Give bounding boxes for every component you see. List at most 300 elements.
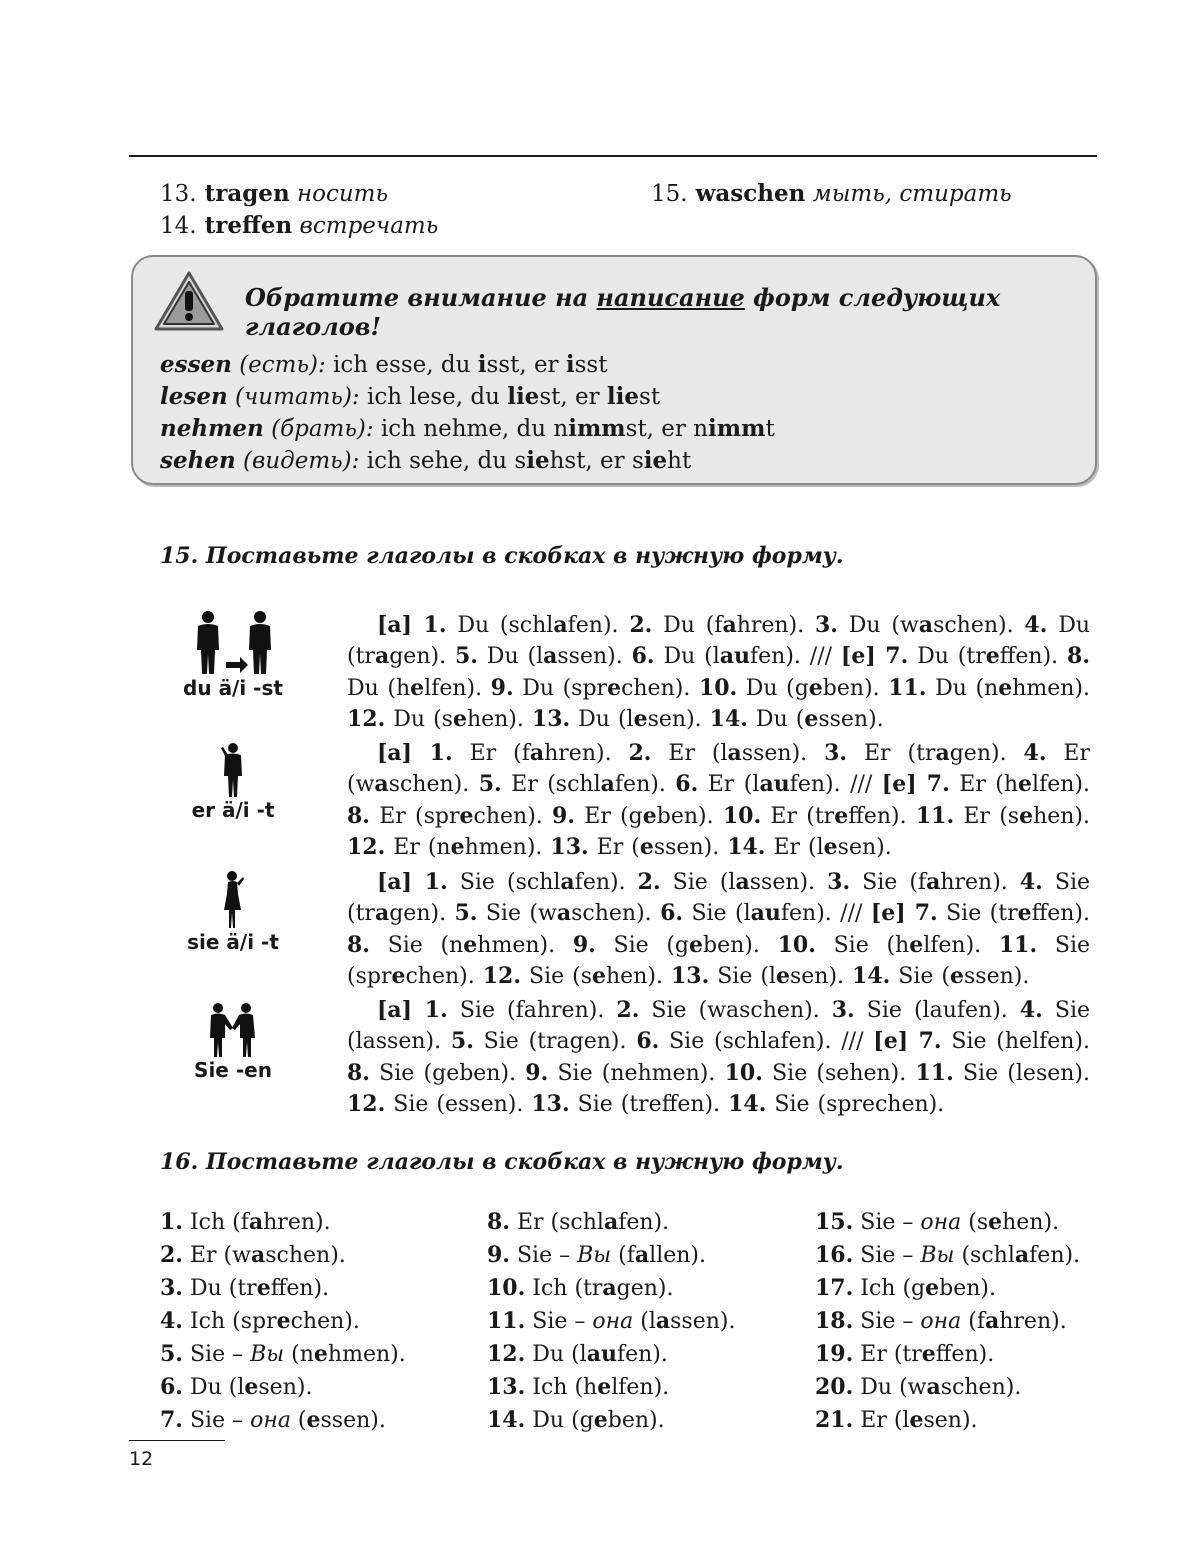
text-fragment: hren). — [736, 613, 815, 638]
text-fragment: ben). — [656, 803, 723, 829]
vocab-item: 14. treffen встречать — [160, 212, 439, 239]
text-fragment: Er (l — [651, 741, 728, 766]
text-fragment: Sie (lesen). — [953, 1060, 1090, 1086]
text-fragment: sen). — [923, 1408, 978, 1433]
text-fragment: Sie – — [853, 1210, 921, 1235]
exercise-item — [815, 1338, 1080, 1371]
text-fragment: hmen). — [477, 932, 573, 958]
text-fragment: Er (schl — [509, 1210, 604, 1235]
text-fragment: sen). — [837, 834, 892, 860]
bold-fragment: e — [804, 705, 819, 732]
bold-fragment: 8. — [347, 1059, 370, 1086]
exercise-item — [487, 1272, 736, 1305]
text-fragment: Er (w — [182, 1243, 251, 1268]
text-fragment: Sie (laufen). — [854, 998, 1020, 1023]
text-fragment: Du (f — [652, 613, 723, 638]
bold-fragment: 9. — [487, 1242, 510, 1268]
bold-fragment: 1. — [160, 1209, 183, 1235]
bold-fragment: a — [984, 1308, 1000, 1334]
text-fragment: Sie (nehmen). — [548, 1060, 725, 1086]
bold-fragment: a — [727, 740, 742, 766]
bold-fragment: e — [391, 962, 406, 989]
text-fragment: lfen). — [424, 675, 491, 701]
bold-fragment: 10. — [777, 931, 816, 958]
note-lines — [160, 349, 775, 477]
bold-fragment: 4. — [160, 1308, 183, 1334]
bold-fragment: 8. — [347, 931, 370, 958]
exercise-item — [160, 1338, 406, 1371]
bold-fragment: 6. — [631, 643, 655, 670]
bold-fragment: 13. — [531, 705, 571, 732]
handshake-icon — [208, 1002, 258, 1058]
bold-fragment: 2. — [616, 997, 640, 1023]
bold-fragment: 12. — [482, 962, 522, 989]
exercise-item — [160, 1272, 406, 1305]
exercise-item — [160, 1371, 406, 1404]
bold-fragment: e — [642, 802, 657, 829]
text-fragment: ssen). — [741, 741, 825, 766]
bold-fragment: 14. — [728, 1090, 767, 1117]
text-fragment: Er (tr — [853, 1342, 922, 1367]
text-fragment: Sie (waschen). — [639, 998, 832, 1023]
bold-fragment: a — [926, 1374, 941, 1400]
exercise-16-column — [815, 1206, 1080, 1437]
bold-fragment: e — [459, 802, 474, 829]
bold-fragment: 9. — [490, 674, 514, 701]
bold-fragment: e — [276, 1308, 291, 1334]
bold-fragment: 6. — [160, 1374, 183, 1400]
text-fragment: Sie – — [853, 1309, 921, 1334]
bold-fragment: a — [374, 643, 390, 670]
text-fragment: Ich (g — [853, 1276, 926, 1301]
bold-fragment: e — [597, 1374, 612, 1400]
bold-fragment: e — [950, 962, 965, 989]
bold-fragment: a — [1014, 1242, 1030, 1268]
bold-fragment: [a] 1. — [377, 997, 448, 1023]
bold-fragment: 19. — [815, 1341, 854, 1367]
text-fragment: Du (l — [182, 1375, 245, 1400]
bold-fragment: e — [998, 674, 1013, 701]
text-fragment: gen). — [616, 1276, 674, 1301]
text-fragment: ssen). — [653, 834, 728, 860]
bold-fragment: 5. — [450, 1028, 474, 1055]
text-fragment: Sie – — [182, 1408, 251, 1433]
text-fragment: sen). — [789, 963, 853, 989]
header-rule — [129, 155, 1097, 157]
text-fragment: Er (l — [765, 834, 824, 860]
exercise-16-column — [160, 1206, 406, 1437]
bold-fragment: 14. — [727, 833, 766, 860]
bold-fragment: 9. — [552, 802, 576, 829]
conjugation-label: er ä/i -t — [191, 798, 275, 822]
bold-fragment: e — [450, 833, 465, 860]
text-fragment: Ich (h — [525, 1375, 598, 1400]
text-fragment: chen). — [621, 675, 699, 701]
bold-fragment: e — [452, 705, 467, 732]
bold-fragment: au — [586, 1341, 617, 1367]
bold-fragment: 14. — [487, 1407, 526, 1433]
exercise-item — [487, 1404, 736, 1437]
bold-fragment: 2. — [628, 740, 652, 766]
text-fragment: Du (tr — [182, 1276, 257, 1301]
text-fragment: Du ( — [747, 706, 805, 732]
text-fragment: hren). — [544, 741, 629, 766]
text-fragment: chen). — [290, 1309, 360, 1334]
text-fragment: llen). — [649, 1243, 706, 1268]
bold-fragment: e — [1018, 771, 1033, 798]
bold-fragment: 5. — [454, 643, 478, 670]
bold-fragment: 2. — [637, 869, 661, 895]
note-line: lesen (читать): ich lese, du liest, er liest — [160, 383, 661, 410]
man-icon — [218, 742, 248, 798]
exercise-item — [487, 1305, 736, 1338]
text-fragment: (f — [611, 1243, 635, 1268]
text-fragment: Du (l — [525, 1342, 587, 1367]
text-fragment: hren). — [940, 870, 1020, 895]
bold-fragment: 4. — [1019, 997, 1043, 1023]
note-line: nehmen (брать): ich nehme, du nimmst, er nimmt — [160, 415, 775, 442]
exercise-item — [160, 1206, 406, 1239]
text-fragment: hen). — [1033, 803, 1091, 829]
bold-fragment: au — [759, 771, 790, 798]
bold-fragment: e — [607, 674, 622, 701]
text-fragment: schen). — [571, 901, 661, 927]
text-fragment: ssen). — [749, 870, 828, 895]
text-fragment: она — [920, 1309, 962, 1334]
text-fragment: ben). — [822, 675, 889, 701]
bold-fragment: 7. — [160, 1407, 183, 1433]
bold-fragment: 2. — [160, 1242, 183, 1268]
text-fragment: sen). — [258, 1375, 313, 1400]
bold-fragment: a — [655, 1308, 671, 1334]
bold-fragment: e — [306, 1407, 321, 1433]
text-fragment: fen). — [618, 1210, 670, 1235]
bold-fragment: 14. — [709, 705, 748, 732]
text-fragment: Er (w — [347, 741, 1090, 798]
note-title: Обратите внимание на написание форм следующих глаголов! — [245, 283, 1001, 341]
text-fragment: ffen). — [848, 803, 916, 829]
exercise-item — [815, 1305, 1080, 1338]
exercise-item — [815, 1206, 1080, 1239]
bold-fragment: [e] 7. — [840, 643, 909, 670]
text-fragment: Er (n — [385, 834, 451, 860]
bold-fragment: 15. — [815, 1209, 854, 1235]
exercise-item — [487, 1371, 736, 1404]
text-fragment: Du (schl — [446, 613, 554, 638]
bold-fragment: a — [560, 869, 575, 895]
text-fragment: fen). — [574, 870, 638, 895]
text-fragment: ssen). — [557, 644, 632, 670]
text-fragment: hen). — [606, 963, 671, 989]
bold-fragment: 5. — [478, 771, 502, 798]
bold-fragment: 3. — [824, 740, 848, 766]
bold-fragment: 6. — [675, 771, 699, 798]
text-fragment: schen). — [933, 613, 1025, 638]
text-fragment: Sie (lassen). — [347, 998, 1091, 1055]
bold-fragment: 6. — [636, 1028, 660, 1055]
bold-fragment: 21. — [815, 1407, 854, 1433]
bold-fragment: 17. — [815, 1275, 854, 1301]
text-fragment: hmen). — [327, 1342, 406, 1367]
text-fragment: Sie (schlafen). /// — [659, 1029, 874, 1055]
bold-fragment: e — [909, 1407, 924, 1433]
text-fragment: Sie (treffen). — [569, 1091, 729, 1117]
bold-fragment: 16. — [815, 1242, 854, 1268]
text-fragment: Du (spr — [513, 675, 608, 701]
bold-fragment: a — [926, 869, 941, 895]
exercise-16-column — [487, 1206, 736, 1437]
text-fragment: она — [920, 1210, 962, 1235]
text-fragment: gen). — [389, 901, 455, 927]
bold-fragment: 12. — [487, 1341, 526, 1367]
bold-fragment: [e] 7. — [881, 771, 950, 798]
warning-icon — [153, 269, 225, 333]
text-fragment: (l — [633, 1309, 656, 1334]
text-fragment: schen). — [265, 1243, 346, 1268]
text-fragment: Sie (tr — [937, 901, 1018, 927]
text-fragment: Er (schl — [501, 772, 601, 798]
bold-fragment: 11. — [888, 674, 927, 701]
bold-fragment: a — [634, 1242, 650, 1268]
text-fragment: hren). — [263, 1210, 331, 1235]
text-fragment: Sie (fahren). — [447, 998, 617, 1023]
text-fragment: lfen). — [611, 1375, 670, 1400]
text-fragment: Er ( — [588, 834, 640, 860]
bold-fragment: e — [463, 931, 478, 958]
text-fragment: Er (spr — [369, 803, 460, 829]
bold-fragment: 8. — [487, 1209, 510, 1235]
text-fragment: Ich (tr — [525, 1276, 603, 1301]
conjugation-label: du ä/i -st — [183, 676, 283, 700]
exercise-item — [815, 1239, 1080, 1272]
bold-fragment: [a] 1. — [377, 612, 447, 638]
text-fragment: Sie (essen). — [385, 1091, 532, 1117]
bold-fragment: a — [603, 1209, 619, 1235]
bold-fragment: 14. — [852, 962, 891, 989]
exercise-item — [487, 1239, 736, 1272]
text-fragment: ssen). — [818, 706, 884, 732]
text-fragment: Du (w — [837, 613, 919, 638]
exercise-item — [160, 1239, 406, 1272]
text-fragment: sen). — [647, 706, 710, 732]
text-fragment: fen). /// — [750, 644, 841, 670]
woman-icon — [218, 870, 248, 930]
bold-fragment: a — [250, 1242, 266, 1268]
bold-fragment: 9. — [572, 931, 596, 958]
bold-fragment: [e] 7. — [873, 1028, 942, 1055]
text-fragment: Du (l — [654, 644, 720, 670]
person-sie-she — [158, 870, 308, 954]
bold-fragment: a — [935, 740, 950, 766]
text-fragment: Sie (schl — [447, 870, 561, 895]
text-fragment: Sie (tr — [347, 870, 1091, 927]
text-fragment: Sie (tragen). — [473, 1029, 637, 1055]
text-fragment: fen). — [614, 772, 676, 798]
text-fragment: (n — [284, 1342, 314, 1367]
vocab-item: 13. tragen носить — [160, 180, 389, 207]
attention-box — [131, 255, 1097, 485]
text-fragment: Sie (l — [709, 963, 776, 989]
text-fragment: Du (w — [853, 1375, 927, 1400]
bold-fragment: 4. — [1024, 612, 1048, 638]
text-fragment: Sie (geben). — [369, 1060, 526, 1086]
text-fragment: hen). — [466, 706, 532, 732]
exercise-15-group-sie — [347, 867, 1090, 992]
bold-fragment: e — [909, 931, 924, 958]
exercise-15-group-sie-formal — [347, 995, 1090, 1120]
bold-fragment: e — [775, 962, 790, 989]
footer-rule — [129, 1440, 225, 1441]
text-fragment: schen). — [940, 1375, 1022, 1400]
text-fragment: ssen). — [320, 1408, 386, 1433]
text-fragment: Er (l — [853, 1408, 910, 1433]
text-fragment: fen). — [1029, 1243, 1081, 1268]
bold-fragment: 3. — [831, 997, 855, 1023]
bold-fragment: 3. — [814, 612, 838, 638]
bold-fragment: e — [834, 802, 849, 829]
bold-fragment: e — [925, 1275, 940, 1301]
bold-fragment: [a] 1. — [377, 740, 453, 766]
text-fragment: Du (tr — [347, 613, 1091, 670]
text-fragment: Sie – — [525, 1309, 593, 1334]
exercise-16-title: 16. Поставьте глаголы в скобках в нужную форму. — [160, 1149, 844, 1175]
bold-fragment: 11. — [915, 802, 955, 829]
bold-fragment: a — [529, 740, 545, 766]
text-fragment: ffen). — [1031, 901, 1091, 927]
bold-fragment: a — [556, 900, 572, 927]
bold-fragment: 8. — [1067, 643, 1091, 670]
text-fragment: Sie – — [509, 1243, 578, 1268]
bold-fragment: 12. — [347, 833, 386, 860]
bold-fragment: 3. — [160, 1275, 183, 1301]
bold-fragment: 18. — [815, 1308, 854, 1334]
text-fragment: Sie (f — [850, 870, 927, 895]
text-fragment: chen). — [473, 803, 553, 829]
bold-fragment: au — [719, 643, 751, 670]
text-fragment: Er (h — [949, 772, 1019, 798]
text-fragment: Sie (l — [660, 870, 736, 895]
bold-fragment: 5. — [160, 1341, 183, 1367]
exercise-item — [160, 1305, 406, 1338]
text-fragment: Sie (l — [683, 901, 751, 927]
two-men-arrow-icon — [188, 610, 278, 676]
bold-fragment: a — [918, 612, 934, 638]
exercise-item — [487, 1338, 736, 1371]
text-fragment: gen). — [389, 644, 455, 670]
bold-fragment: a — [543, 643, 558, 670]
person-du — [158, 610, 308, 700]
bold-fragment: 13. — [550, 833, 589, 860]
bold-fragment: 3. — [827, 869, 851, 895]
text-fragment: fen). /// — [789, 772, 882, 798]
bold-fragment: 6. — [660, 900, 684, 927]
bold-fragment: 9. — [525, 1059, 549, 1086]
bold-fragment: e — [313, 1341, 328, 1367]
bold-fragment: a — [602, 1275, 617, 1301]
bold-fragment: 10. — [487, 1275, 526, 1301]
bold-fragment: 11. — [915, 1059, 954, 1086]
bold-fragment: e — [988, 1209, 1003, 1235]
text-fragment: Sie (spr — [347, 932, 1091, 989]
bold-fragment: 2. — [629, 612, 653, 638]
text-fragment: Du (tr — [908, 644, 986, 670]
text-fragment: Er (tr — [847, 741, 936, 766]
text-fragment: gen). — [949, 741, 1024, 766]
conjugation-label: Sie -en — [194, 1058, 272, 1082]
text-fragment: ffen). — [935, 1342, 995, 1367]
bold-fragment: 4. — [1023, 740, 1047, 766]
exercise-item — [487, 1206, 736, 1239]
text-fragment: Sie (g — [595, 932, 690, 958]
text-fragment: (s — [961, 1210, 989, 1235]
text-fragment: ben). — [703, 932, 778, 958]
text-fragment: Er (tr — [761, 803, 835, 829]
bold-fragment: 13. — [531, 1090, 570, 1117]
exercise-item — [815, 1371, 1080, 1404]
bold-fragment: 5. — [454, 900, 478, 927]
bold-fragment: a — [553, 612, 568, 638]
bold-fragment: e — [1017, 900, 1032, 927]
bold-fragment: au — [750, 900, 781, 927]
text-fragment: (schl — [954, 1243, 1015, 1268]
text-fragment: Du (g — [737, 675, 809, 701]
vocab-item: 15. waschen мыть, стирать — [651, 180, 1012, 207]
bold-fragment: e — [689, 931, 704, 958]
bold-fragment: e — [593, 1407, 608, 1433]
bold-fragment: e — [410, 674, 425, 701]
text-fragment: Sie (sehen). — [762, 1060, 916, 1086]
text-fragment: schen). — [388, 772, 479, 798]
conjugation-label: sie ä/i -t — [187, 930, 279, 954]
text-fragment: Du (l — [570, 706, 634, 732]
bold-fragment: a — [735, 869, 750, 895]
text-fragment: hmen). — [1012, 675, 1090, 701]
bold-fragment: e — [921, 1341, 936, 1367]
bold-fragment: e — [592, 962, 607, 989]
text-fragment: она — [250, 1408, 291, 1433]
exercise-15-title: 15. Поставьте глаголы в скобках в нужную форму. — [160, 543, 844, 569]
text-fragment: hren). — [999, 1309, 1067, 1334]
bold-fragment: 4. — [1019, 869, 1043, 895]
bold-fragment: [e] 7. — [870, 900, 938, 927]
bold-fragment: a — [600, 771, 615, 798]
bold-fragment: a — [722, 612, 737, 638]
text-fragment: fen). /// — [780, 901, 871, 927]
text-fragment: Er (f — [452, 741, 530, 766]
bold-fragment: 11. — [998, 931, 1038, 958]
bold-fragment: 12. — [347, 705, 386, 732]
bold-fragment: 13. — [670, 962, 710, 989]
text-fragment: Вы — [250, 1342, 285, 1367]
text-fragment: Er (g — [575, 803, 643, 829]
text-fragment: Er (s — [954, 803, 1020, 829]
exercise-item — [815, 1272, 1080, 1305]
text-fragment: Ich (f — [182, 1210, 249, 1235]
text-fragment: (f — [961, 1309, 985, 1334]
bold-fragment: 12. — [347, 1090, 386, 1117]
bold-fragment: e — [244, 1374, 259, 1400]
bold-fragment: e — [808, 674, 823, 701]
text-fragment: ssen). — [964, 963, 1030, 989]
text-fragment: Ich (spr — [182, 1309, 277, 1334]
text-fragment: hen). — [1002, 1210, 1060, 1235]
text-fragment: Sie (w — [477, 901, 557, 927]
text-fragment: lfen). — [923, 932, 999, 958]
text-fragment: ffen). — [270, 1276, 330, 1301]
bold-fragment: a — [248, 1209, 264, 1235]
text-fragment: ben). — [939, 1276, 996, 1301]
text-fragment: Du (h — [347, 675, 411, 701]
